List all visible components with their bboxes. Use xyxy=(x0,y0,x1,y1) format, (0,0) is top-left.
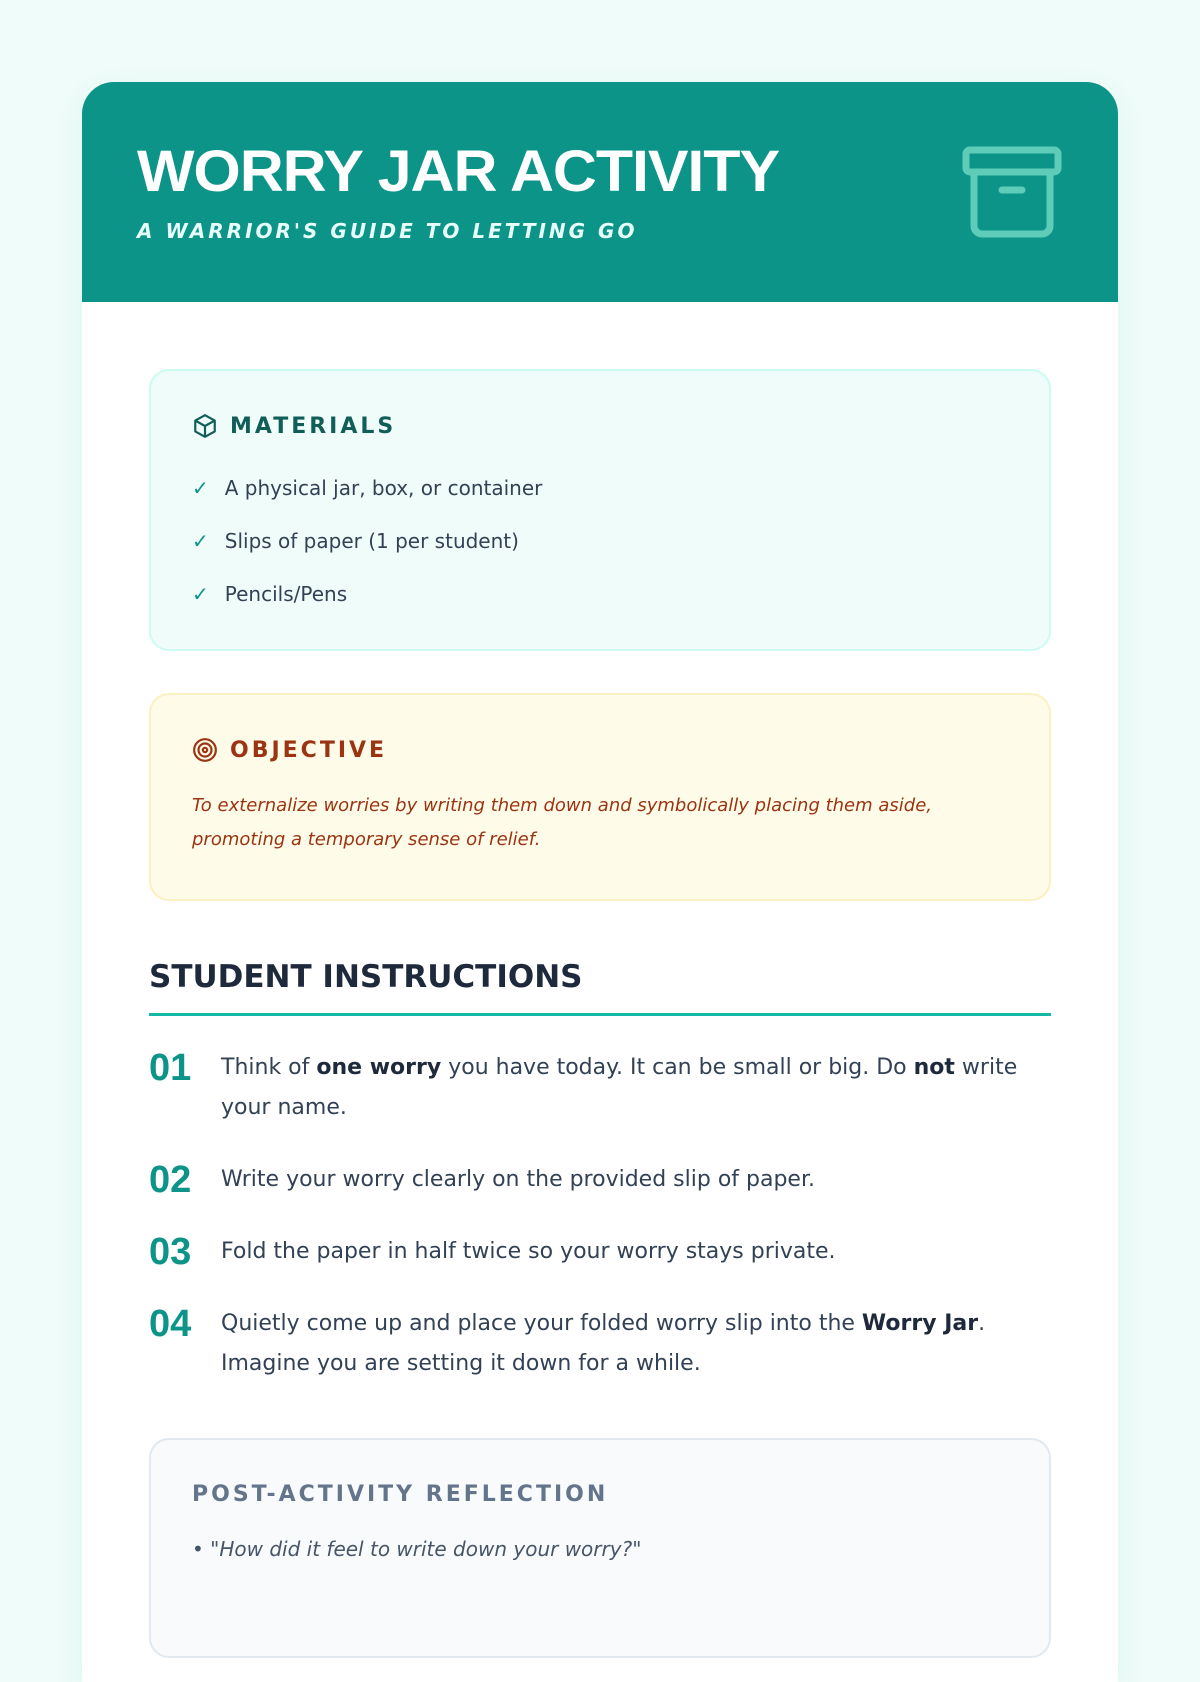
instruction-step: 01 Think of one worry you have today. It can be small or big. Do not write your name. xyxy=(149,1047,1018,1120)
objective-panel xyxy=(149,693,1051,901)
materials-heading: MATERIALS xyxy=(230,413,397,439)
reflection-panel xyxy=(149,1438,1051,1658)
material-item: ✓ A physical jar, box, or container xyxy=(192,475,543,500)
header xyxy=(82,82,1118,302)
check-icon: ✓ xyxy=(192,528,209,553)
worksheet-card xyxy=(82,82,1118,1682)
check-icon: ✓ xyxy=(192,581,209,606)
page-title: WORRY JAR ACTIVITY xyxy=(137,139,780,204)
target-icon xyxy=(192,737,218,763)
materials-panel xyxy=(149,369,1051,651)
material-item: ✓ Slips of paper (1 per student) xyxy=(192,528,519,553)
check-icon: ✓ xyxy=(192,475,209,500)
reflection-item: • "How did it feel to write down your worry?" xyxy=(192,1537,642,1561)
instruction-step: 04 Quietly come up and place your folded worry slip into the Worry Jar. Imagine you are setting it down for a while. xyxy=(149,1303,986,1376)
objective-text: To externalize worries by writing them down and symbolically placing them aside, promoting a temporary sense of relief. xyxy=(192,795,933,850)
objective-heading: OBJECTIVE xyxy=(230,737,388,763)
instruction-step: 02 Write your worry clearly on the provided slip of paper. xyxy=(149,1159,815,1201)
material-item: ✓ Pencils/Pens xyxy=(192,581,348,606)
reflection-heading: POST-ACTIVITY REFLECTION xyxy=(192,1482,609,1507)
instructions-heading: STUDENT INSTRUCTIONS xyxy=(149,959,1051,1016)
page-subtitle: A WARRIOR'S GUIDE TO LETTING GO xyxy=(137,219,638,243)
instruction-step: 03 Fold the paper in half twice so your worry stays private. xyxy=(149,1231,836,1273)
cube-icon xyxy=(192,413,218,439)
archive-box-icon xyxy=(962,146,1062,238)
